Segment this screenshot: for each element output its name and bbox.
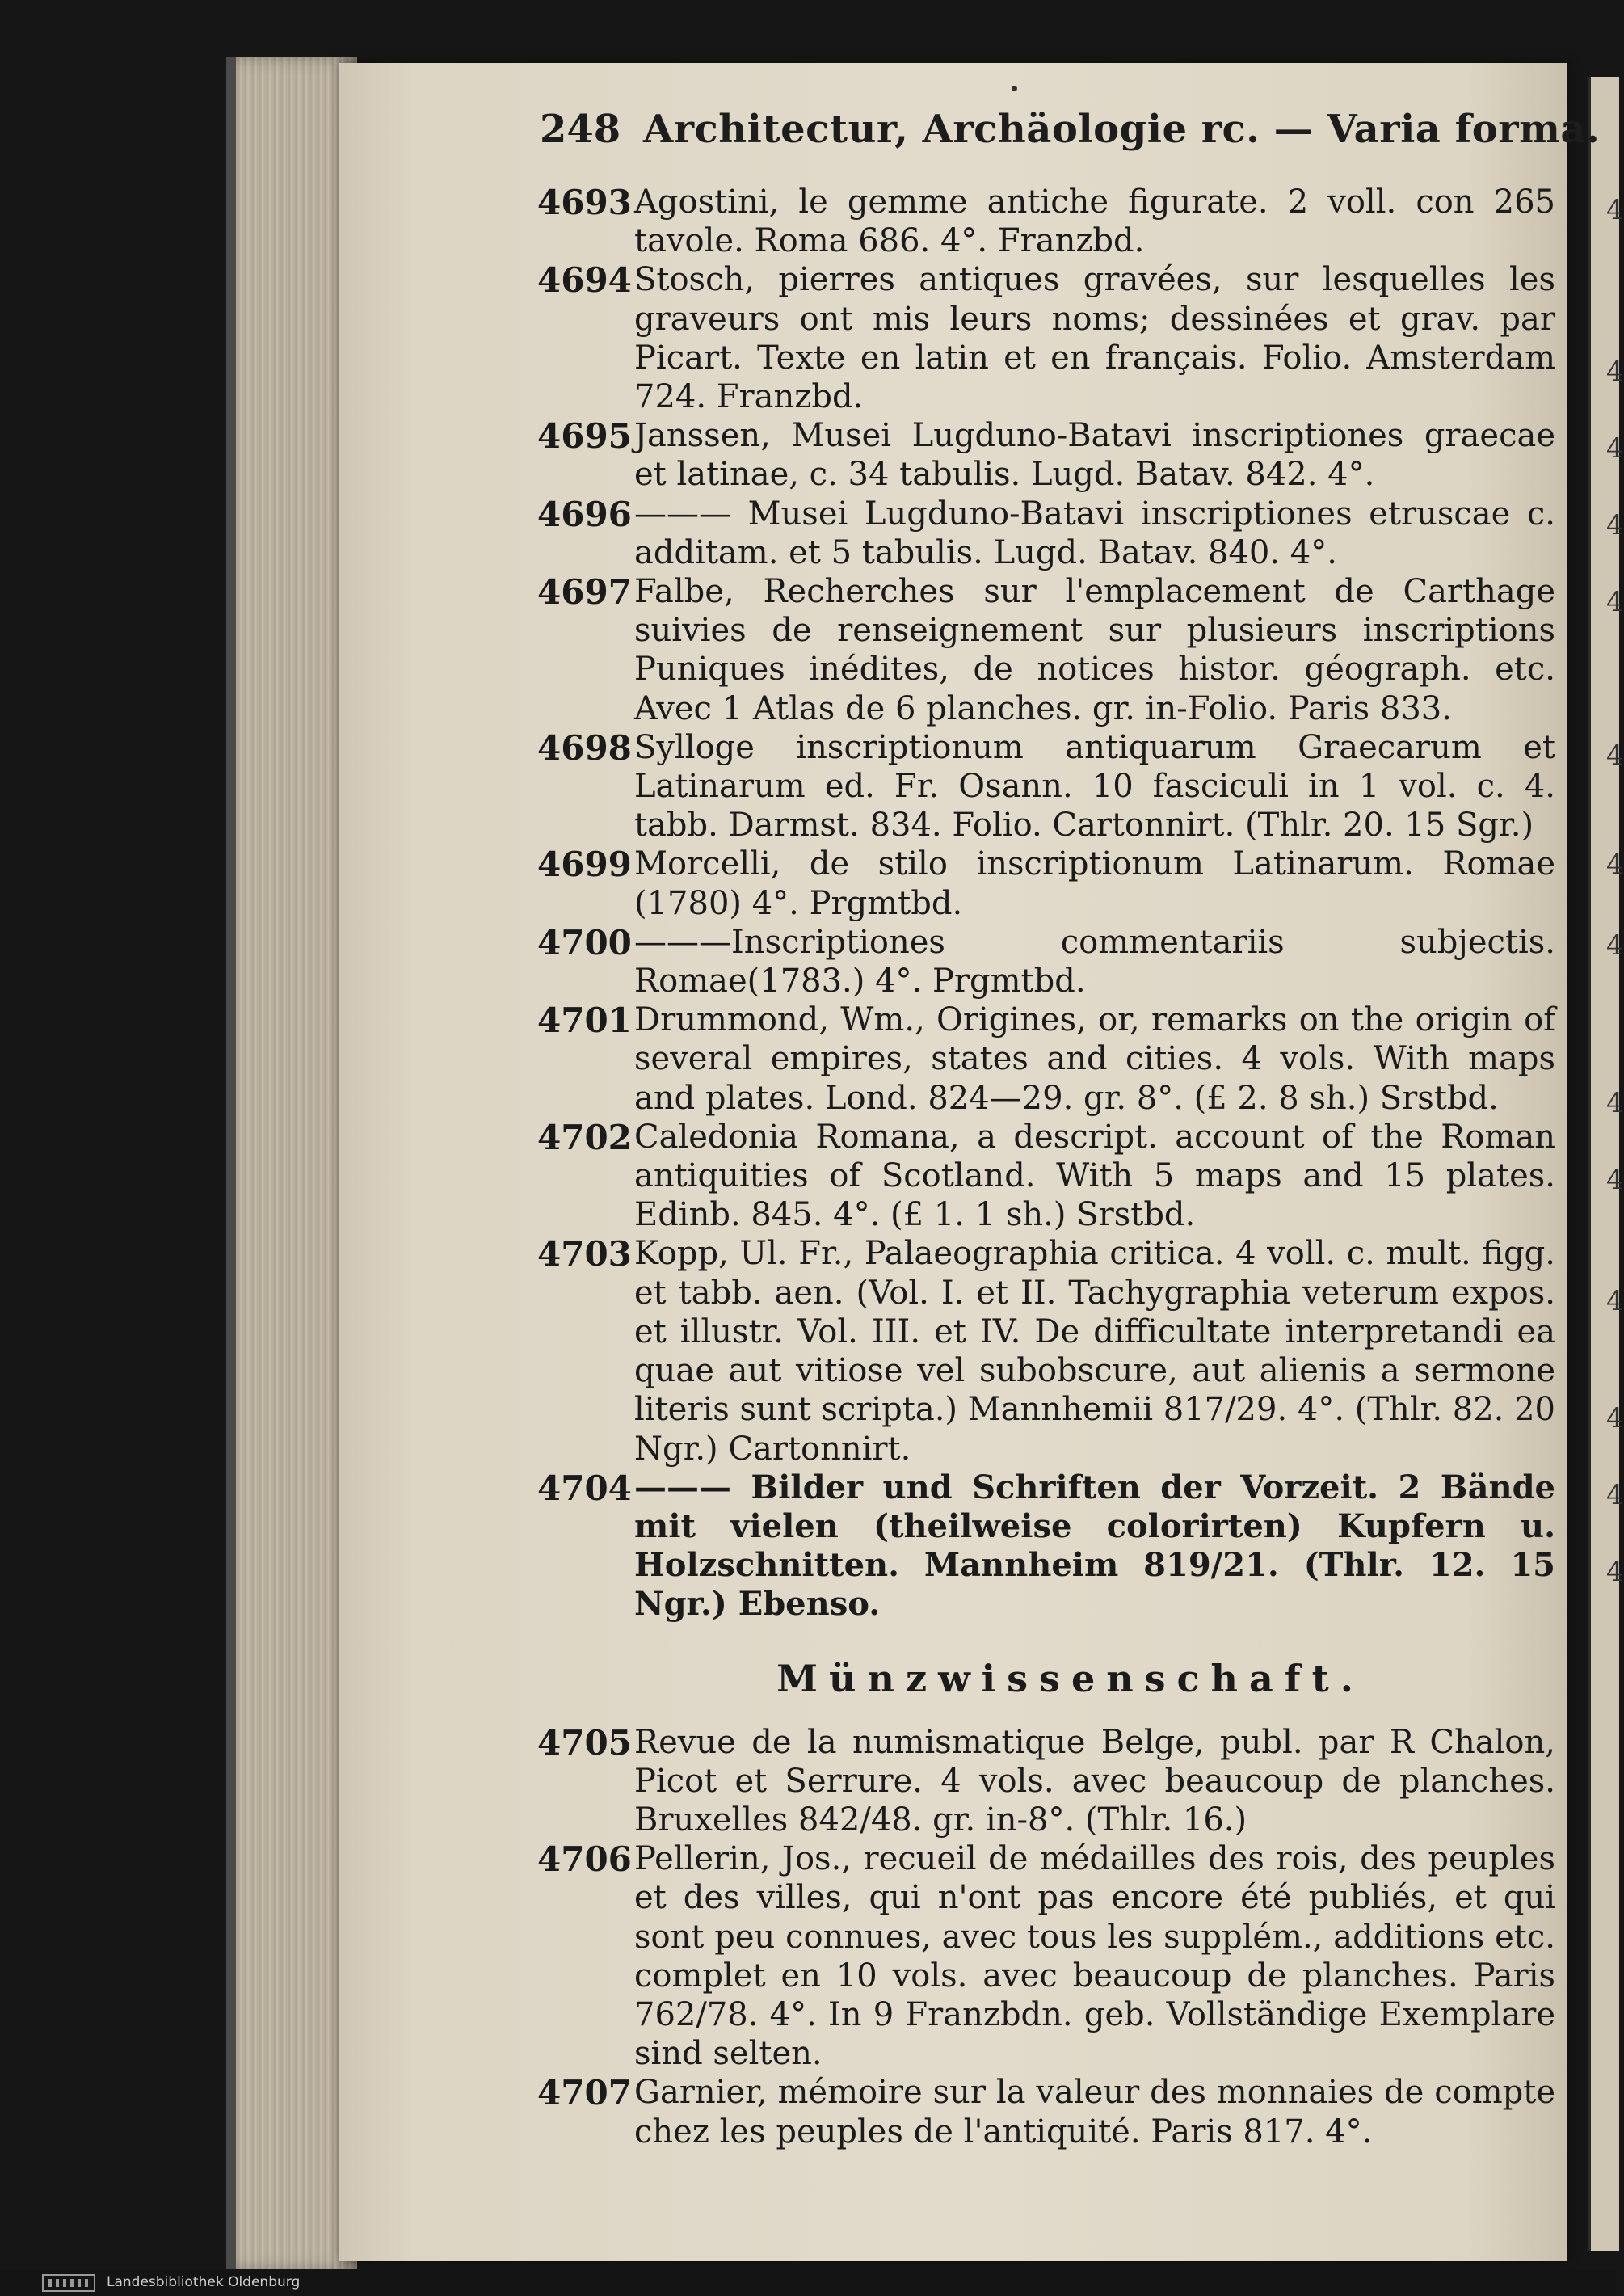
footer-strip bbox=[0, 2269, 1616, 2296]
catalogue-entry bbox=[537, 1839, 1555, 2073]
entry-text: ——— Bilder und Schriften der Vorzeit. 2 Bände mit vielen (theilweise colorirten) Kupfern u. Holzschnitten. Mannheim 819/21. (Thlr. 12. 15 Ngr.) Ebenso. bbox=[634, 1468, 1555, 1624]
entry-text: Revue de la numismatique Belge, publ. par R Chalon, Picot et Serrure. 4 vols. avec beaucoup de planches. Bruxelles 842/48. gr. in-8°. (Thlr. 16.) bbox=[634, 1723, 1555, 1839]
catalogue-entry bbox=[537, 728, 1555, 845]
facing-page-glyph: 4 bbox=[1606, 1087, 1624, 1119]
entry-text: Stosch, pierres antiques gravées, sur lesquelles les graveurs ont mis leurs noms; dessinées et grav. par Picart. Texte en latin et en français. Folio. Amsterdam 724. Franzbd. bbox=[634, 261, 1555, 416]
catalogue-entry bbox=[537, 923, 1555, 1001]
entry-number: 4701 bbox=[537, 1001, 632, 1041]
entry-number: 4693 bbox=[537, 183, 632, 222]
catalogue-entry bbox=[537, 845, 1555, 922]
page-edge bbox=[226, 57, 357, 2271]
facing-page-glyph: 4 bbox=[1606, 586, 1624, 618]
facing-page-glyph: 4 bbox=[1606, 509, 1624, 541]
entry-text: Caledonia Romana, a descript. account of the Roman antiquities of Scotland. With 5 maps and 15 plates. Edinb. 845. 4°. (£ 1. 1 sh.) Srstbd. bbox=[634, 1118, 1555, 1234]
entry-number: 4695 bbox=[537, 416, 632, 457]
entry-number: 4699 bbox=[537, 845, 632, 885]
entry-text: ———Inscriptiones commentariis subjectis. Romae(1783.) 4°. Prgmtbd. bbox=[634, 923, 1555, 1001]
facing-page-glyph: 4 bbox=[1606, 849, 1624, 881]
facing-page-glyph: 4 bbox=[1606, 1479, 1624, 1511]
catalogue-entry bbox=[537, 1723, 1555, 1840]
page-number: 248 bbox=[540, 107, 621, 152]
catalogue-entry bbox=[537, 1118, 1555, 1235]
entry-number: 4698 bbox=[537, 727, 632, 768]
entry-text: Janssen, Musei Lugduno-Batavi inscriptiones graecae et latinae, c. 34 tabulis. Lugd. Batav. 842. 4°. bbox=[634, 417, 1555, 494]
facing-page-glyph: 4 bbox=[1606, 1285, 1624, 1317]
entry-text: Agostini, le gemme antiche figurate. 2 voll. con 265 tavole. Roma 686. 4°. Franzbd. bbox=[634, 183, 1555, 260]
entry-text: ——— Musei Lugduno-Batavi inscriptiones etruscae c. additam. et 5 tabulis. Lugd. Batav. 840. 4°. bbox=[634, 495, 1555, 571]
library-name: Landesbibliothek Oldenburg bbox=[107, 2274, 301, 2290]
entry-text: Falbe, Recherches sur l'emplacement de Carthage suivies de renseignement sur plusieurs inscriptions Puniques inédites, de notices histor. géograph. etc. Avec 1 Atlas de 6 planches. gr. in-Folio. Paris 833. bbox=[634, 573, 1555, 727]
facing-page-glyph: 4 bbox=[1606, 1164, 1624, 1196]
catalogue-entry bbox=[537, 2073, 1555, 2151]
catalogue-entry bbox=[537, 1468, 1555, 1624]
facing-page-glyph: 4 bbox=[1606, 739, 1624, 772]
facing-page-glyph: 4 bbox=[1606, 356, 1624, 388]
entry-number: 4703 bbox=[537, 1234, 632, 1274]
entry-number: 4697 bbox=[537, 572, 632, 613]
facing-page-glyph: 4 bbox=[1606, 1556, 1624, 1588]
catalogue-entry bbox=[537, 572, 1555, 728]
catalogue-entry bbox=[537, 260, 1555, 416]
entry-text: Morcelli, de stilo inscriptionum Latinarum. Romae (1780) 4°. Prgmtbd. bbox=[634, 845, 1555, 922]
entry-number: 4696 bbox=[537, 494, 632, 534]
catalogue-entry bbox=[537, 183, 1555, 260]
entry-text: Garnier, mémoire sur la valeur des monnaies de compte chez les peuples de l'antiquité. Paris 817. 4°. bbox=[634, 2074, 1555, 2151]
facing-page-glyph: 4 bbox=[1606, 1402, 1624, 1434]
catalogue-entry bbox=[537, 495, 1555, 572]
catalogue-entry bbox=[537, 1234, 1555, 1468]
catalogue-entries bbox=[537, 183, 1555, 2151]
entry-number: 4704 bbox=[537, 1468, 632, 1508]
entry-number: 4702 bbox=[537, 1117, 632, 1157]
entry-number: 4707 bbox=[537, 2073, 632, 2113]
entry-number: 4700 bbox=[537, 922, 632, 963]
catalogue-entry bbox=[537, 416, 1555, 494]
library-logo-icon bbox=[42, 2274, 95, 2292]
entry-text: Pellerin, Jos., recueil de médailles des rois, des peuples et des villes, qui n'ont pas encore été publiés, et qui sont peu connues, avec tous les supplém., additions etc. complet en 10 vols. avec beaucoup de planches. Paris 762/78. 4°. In 9 Franzbdn. geb. Vollständige Exemplare sind selten. bbox=[634, 1840, 1555, 2073]
entry-number: 4706 bbox=[537, 1839, 632, 1880]
facing-page-glyph: 4 bbox=[1606, 929, 1624, 962]
page-title: Architectur, Archäologie rc. — Varia forma. bbox=[643, 107, 1601, 152]
ink-dot bbox=[1012, 86, 1017, 91]
entry-text: Drummond, Wm., Origines, or, remarks on the origin of several empires, states and cities. 4 vols. With maps and plates. Lond. 824—29. gr. 8°. (£ 2. 8 sh.) Srstbd. bbox=[634, 1001, 1555, 1117]
facing-page-glyph: 4 bbox=[1606, 432, 1624, 465]
catalogue-entry bbox=[537, 1001, 1555, 1118]
entry-text: Kopp, Ul. Fr., Palaeographia critica. 4 voll. c. mult. figg. et tabb. aen. (Vol. I. et II. Tachygraphia veterum expos. et illustr. Vol. III. et IV. De difficultate interpretandi ea quae aut vitiose vel subobscure, aut alienis a sermone literis sunt scripta.) Mannhemii 817/29. 4°. (Thlr. 82. 20 Ngr.) Cartonnirt. bbox=[634, 1235, 1555, 1468]
running-head bbox=[540, 107, 1601, 163]
facing-page-glyph: 4 bbox=[1606, 194, 1624, 226]
entry-text: Sylloge inscriptionum antiquarum Graecarum et Latinarum ed. Fr. Osann. 10 fasciculi in 1 vol. c. 4. tabb. Darmst. 834. Folio. Cartonnirt. (Thlr. 20. 15 Sgr.) bbox=[634, 728, 1555, 845]
section-heading: Münzwissenschaft. bbox=[776, 1656, 1365, 1700]
entry-number: 4694 bbox=[537, 260, 632, 301]
entry-number: 4705 bbox=[537, 1722, 632, 1763]
